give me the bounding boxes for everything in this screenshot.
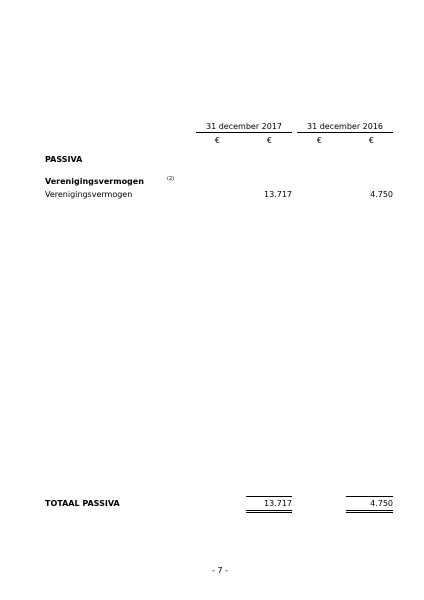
- section-title: PASSIVA: [45, 155, 83, 164]
- total-value-2017: 13.717: [264, 499, 292, 508]
- column-header-2016: 31 december 2016: [306, 122, 384, 131]
- row-value-2016: 4.750: [370, 190, 393, 199]
- note-reference: (2): [167, 176, 175, 182]
- currency-symbol: €: [316, 136, 322, 145]
- page-number: - 7 -: [212, 566, 228, 575]
- total-value-2016: 4.750: [370, 499, 393, 508]
- total-top-rule-2016: [346, 496, 393, 497]
- currency-symbol: €: [368, 136, 374, 145]
- total-double-rule-2017: [246, 510, 292, 511]
- row-label: Verenigingsvermogen: [45, 190, 133, 199]
- row-value-2017: 13.717: [264, 190, 292, 199]
- total-top-rule-2017: [246, 496, 292, 497]
- total-label: TOTAAL PASSIVA: [45, 499, 120, 508]
- total-double-rule-2017: [246, 512, 292, 513]
- header-rule-2016: [297, 132, 393, 133]
- header-rule-2017: [196, 132, 292, 133]
- group-title: Verenigingsvermogen: [45, 177, 144, 186]
- total-double-rule-2016: [346, 512, 393, 513]
- currency-symbol: €: [214, 136, 220, 145]
- currency-symbol: €: [266, 136, 272, 145]
- column-header-2017: 31 december 2017: [205, 122, 283, 131]
- total-double-rule-2016: [346, 510, 393, 511]
